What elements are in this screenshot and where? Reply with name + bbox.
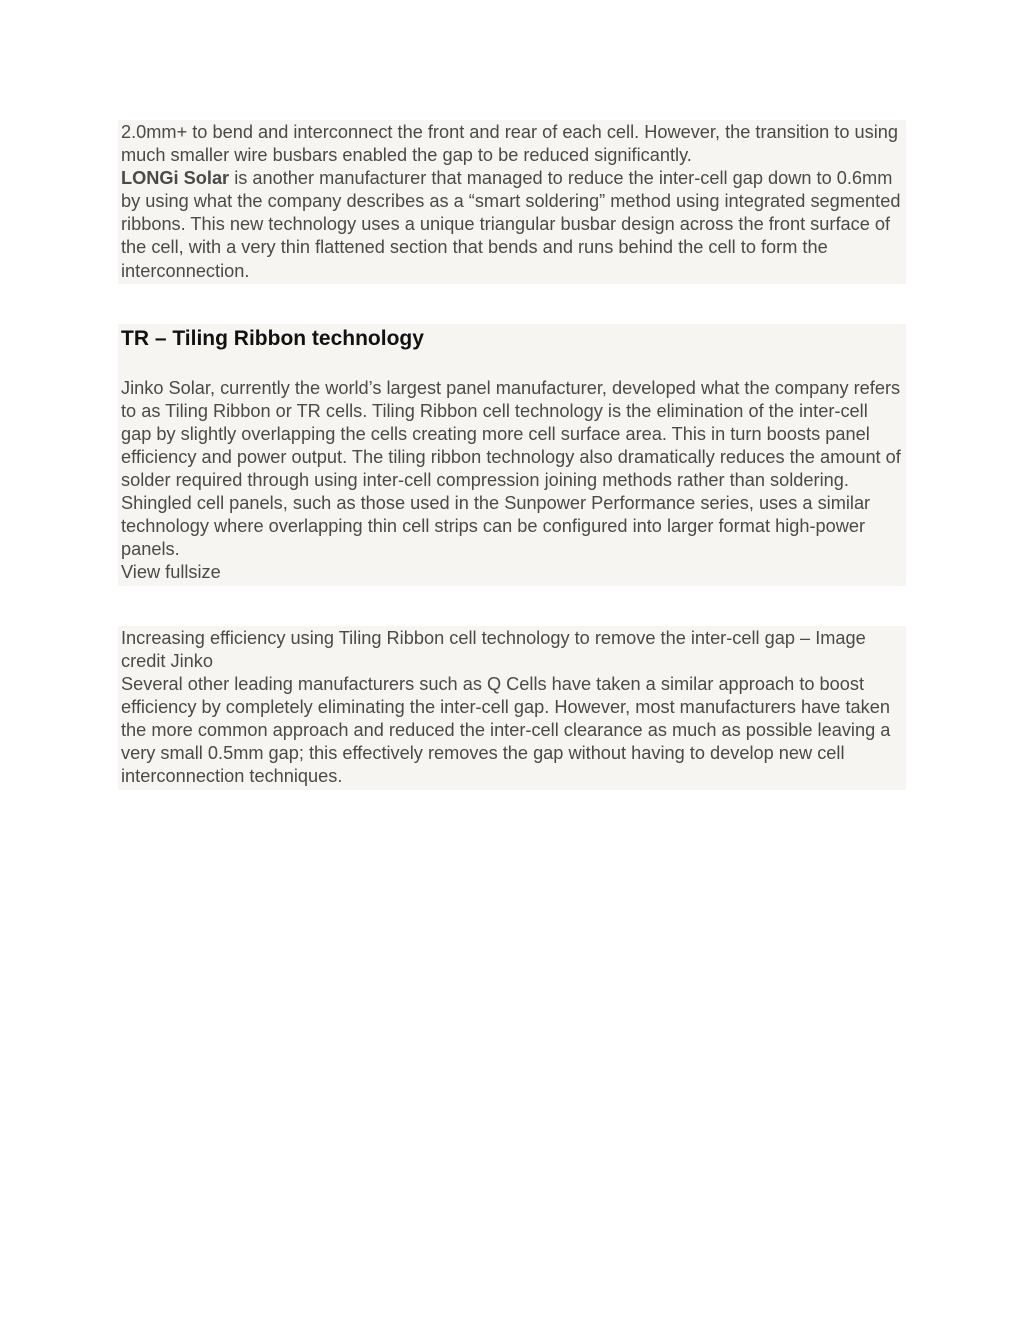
document-page <box>118 120 906 790</box>
paragraph-q-cells: Several other leading manufacturers such as Q Cells have taken a similar approach to boost efficiency by completely eliminating the inter-cell gap. However, most manufacturers have taken the more common approach and reduced the inter-cell clearance as much as possible leaving a very small 0.5mm gap; this effectively removes the gap without having to develop new cell interconnection techniques. <box>121 673 891 787</box>
section-heading-tiling-ribbon: TR – Tiling Ribbon technology <box>121 326 424 350</box>
view-fullsize-link[interactable]: View fullsize <box>121 562 221 583</box>
text-block-tiling-ribbon <box>118 324 906 586</box>
text-block-inter-cell-gap <box>118 120 906 284</box>
paragraph-jinko-tiling-ribbon: Jinko Solar, currently the world’s largest panel manufacturer, developed what the company refers to as Tiling Ribbon or TR cells. Tiling Ribbon cell technology is the elimination of the inter-cell gap by slightly overlapping the cells creating more cell surface area. This in turn boosts panel efficiency and power output. The tiling ribbon technology also dramatically reduces the amount of solder required through using inter-cell compression joining methods rather than soldering. Shingled cell panels, such as those used in the Sunpower Performance series, uses a similar technology where overlapping thin cell strips can be configured into larger format high-power panels. <box>121 377 901 560</box>
text-block-gap-elimination <box>118 626 906 791</box>
brand-name-longi: LONGi Solar <box>121 168 230 189</box>
image-caption: Increasing efficiency using Tiling Ribbon cell technology to remove the inter-cell gap – Image credit Jinko <box>121 627 866 671</box>
paragraph-longi-solar <box>121 167 903 282</box>
paragraph-busbar-transition: 2.0mm+ to bend and interconnect the front and rear of each cell. However, the transition to using much smaller wire busbars enabled the gap to be reduced significantly. <box>121 122 898 166</box>
paragraph-longi-text: is another manufacturer that managed to reduce the inter-cell gap down to 0.6mm by using what the company describes as a “smart soldering” method using integrated segmented ribbons. This new technology uses a unique triangular busbar design across the front surface of the cell, with a very thin flattened section that bends and runs behind the cell to form the interconnection. <box>121 168 901 281</box>
